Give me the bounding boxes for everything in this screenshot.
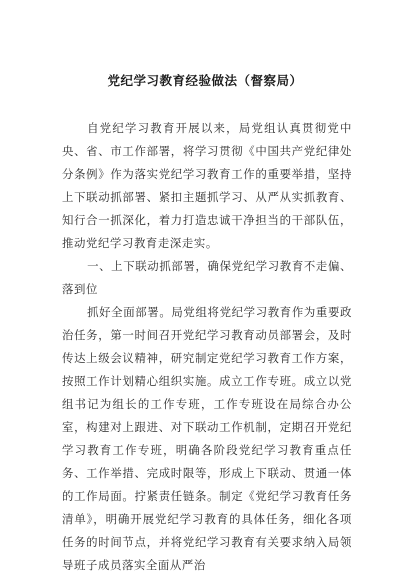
document-title: 党纪学习教育经验做法（督察局） — [107, 73, 303, 88]
section-heading-1: 一、上下联动抓部署，确保党纪学习教育不走偏、落到位 — [62, 259, 352, 296]
intro-paragraph: 自党纪学习教育开展以来，局党组认真贯彻党中央、省、市工作部署，将学习贯彻《中国共产党纪律处分条例》作为落实党纪学习教育工作的重要举措，坚持上下联动抓部署、紧扣主题抓学习、从严从实抓教育、知行合一抓深化，着力打造忠诚干净担当的干部队伍，推动党纪学习教育走深走实。 — [62, 121, 352, 250]
section-paragraph-1: 抓好全面部署。局党组将党纪学习教育作为重要政治任务，第一时间召开党纪学习教育动员部署会，及时传达上级会议精神，研究制定党纪学习教育工作方案，按照工作计划精心组织实施。成立工作专班。成立以党组书记为组长的工作专班，工作专班设在局综合办公室，构建对上跟进、对下联动工作机制，定期召开党纪学习教育工作专班，明确各阶段党纪学习教育重点任务、工作举措、完成时限等，形成上下联动、贯通一体的工作局面。拧紧责任链条。制定《党纪学习教育任务清单》，明确开展党纪学习教育的具体任务，细化各项任务的时间节点，并将党纪学习教育有关要求纳入局领导班子成员落实全面从严治 — [62, 305, 352, 572]
document-body — [62, 117, 352, 577]
